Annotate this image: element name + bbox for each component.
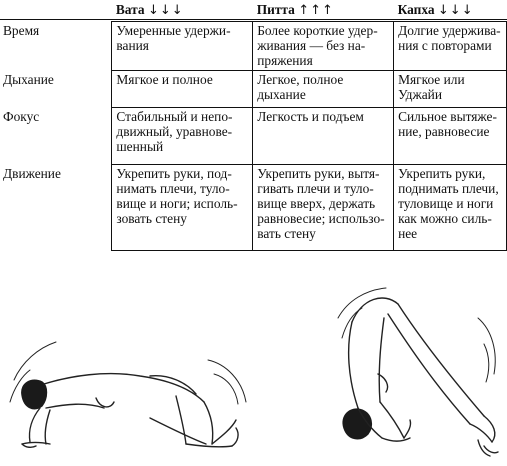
header-label: Капха — [397, 2, 435, 17]
arrows-up-icon: ↑↑↑ — [298, 3, 334, 18]
table-cell: Укрепить руки, вытя-гивать плечи и туло-вище вверх, держать равновесие; использо-вать стену — [253, 165, 394, 251]
child-pose-figure-icon — [10, 342, 246, 447]
table-cell: Мягкое или Уджайи — [394, 71, 507, 108]
table-cell: Легкость и подъем — [253, 108, 394, 165]
arrows-down-icon: ↓↓↓ — [437, 3, 474, 18]
row-label: Время — [3, 22, 40, 38]
header-label: Вата — [115, 2, 145, 17]
table-cell: Более короткие удер-живания — без на-пряжения — [253, 22, 394, 71]
table-cell: Умеренные удержи-вания — [112, 22, 253, 71]
row-label: Дыхание — [3, 71, 54, 87]
table-cell: Сильное вытяже-ние, равновесие — [394, 108, 507, 165]
headstand-prep-figure-icon — [338, 288, 498, 456]
table-cell: Долгие удержива-ния с повторами — [394, 22, 507, 71]
table-cell: Укрепить руки, поднимать плечи, туловище и ноги как можно силь-нее — [394, 165, 507, 251]
row-label: Движение — [3, 165, 61, 181]
row-label: Фокус — [3, 108, 40, 124]
header-label: Питта — [256, 2, 295, 17]
table-cell: Мягкое и полное — [112, 71, 253, 108]
arrows-down-icon: ↓↓↓ — [147, 3, 184, 18]
table-cell: Укрепить руки, под-нимать плечи, туло-вище и ноги; исполь-зовать стену — [112, 165, 253, 251]
table-row — [0, 71, 507, 108]
header-divider — [0, 19, 507, 20]
table-row — [0, 165, 507, 251]
table-cell: Легкое, полное дыхание — [253, 71, 394, 108]
illustrations — [0, 278, 507, 466]
table-row — [0, 22, 507, 71]
table-cell: Стабильный и непо-движный, уравнове-шенный — [112, 108, 253, 165]
table-row — [0, 108, 507, 165]
